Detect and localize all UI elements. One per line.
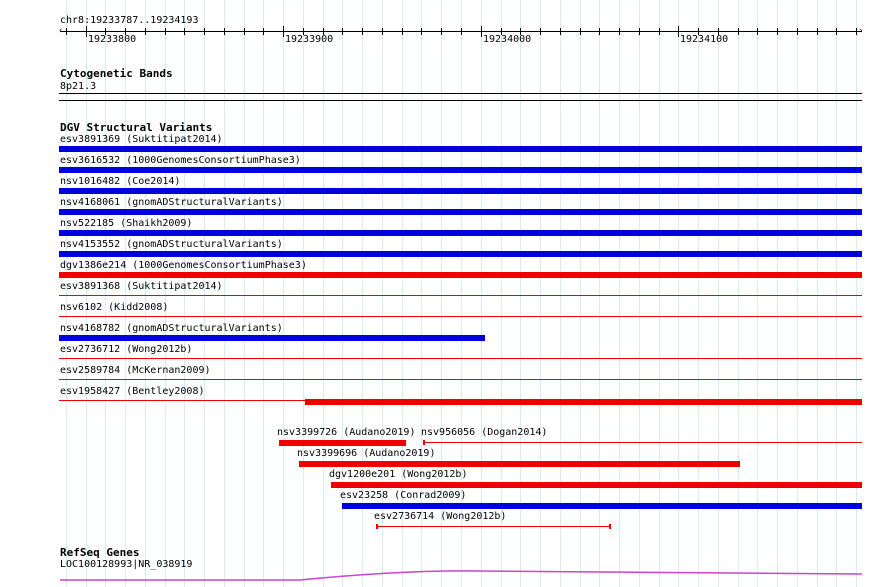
ruler-minor-tick xyxy=(639,28,640,35)
gridline xyxy=(323,0,324,587)
gridline xyxy=(659,0,660,587)
ruler-minor-tick xyxy=(263,28,264,35)
dgv-track-label[interactable]: esv1958427 (Bentley2008) xyxy=(60,386,205,397)
dgv-feature-line[interactable] xyxy=(423,442,862,443)
gridline xyxy=(619,0,620,587)
dgv-variant-bar[interactable] xyxy=(59,230,862,236)
cytoband-label: 8p21.3 xyxy=(60,81,97,92)
dgv-feature-cap-left xyxy=(376,524,378,529)
cytoband-track-title[interactable]: Cytogenetic Bands xyxy=(60,67,173,80)
ruler-minor-tick xyxy=(836,28,837,35)
ruler-minor-tick xyxy=(461,28,462,35)
ruler-minor-tick xyxy=(599,28,600,35)
gridline xyxy=(481,0,482,587)
gridline xyxy=(184,0,185,587)
dgv-feature-line[interactable] xyxy=(376,526,611,527)
ruler-major-tick xyxy=(283,26,284,37)
ruler-major-tick xyxy=(678,26,679,37)
ruler-minor-tick xyxy=(797,28,798,35)
refseq-gene-glyph[interactable] xyxy=(0,566,890,587)
gridline xyxy=(817,0,818,587)
refseq-track-title[interactable]: RefSeq Genes xyxy=(60,546,140,559)
dgv-variant-bar[interactable] xyxy=(59,188,862,194)
ruler-minor-tick xyxy=(619,28,620,35)
ruler-minor-tick xyxy=(244,28,245,35)
ruler-minor-tick xyxy=(757,28,758,35)
dgv-track-label[interactable]: nsv1016482 (Coe2014) xyxy=(60,176,181,187)
gridline xyxy=(224,0,225,587)
dgv-variant-bar[interactable] xyxy=(59,251,862,257)
gridline xyxy=(204,0,205,587)
ruler-minor-tick xyxy=(342,28,343,35)
ruler-minor-tick xyxy=(224,28,225,35)
gridline xyxy=(599,0,600,587)
ruler-minor-tick xyxy=(145,28,146,35)
ruler-arrow-left: ‹ xyxy=(58,26,64,36)
dgv-track-label[interactable]: nsv4168782 (gnomADStructuralVariants) xyxy=(60,323,283,334)
ruler-minor-tick xyxy=(441,28,442,35)
ruler-minor-tick xyxy=(362,28,363,35)
gridline xyxy=(283,0,284,587)
dgv-feature-bar[interactable] xyxy=(342,503,862,509)
gridline xyxy=(520,0,521,587)
dgv-variant-line[interactable] xyxy=(59,316,862,317)
cytoband-line-top xyxy=(59,93,862,94)
region-label: chr8:19233787..19234193 xyxy=(60,15,199,26)
dgv-feature-label[interactable]: nsv3399726 (Audano2019) xyxy=(277,427,416,438)
ruler-minor-tick xyxy=(165,28,166,35)
dgv-track-title[interactable]: DGV Structural Variants xyxy=(60,121,213,134)
ruler-minor-tick xyxy=(560,28,561,35)
dgv-feature-label[interactable]: nsv3399696 (Audano2019) xyxy=(297,448,436,459)
gridline xyxy=(501,0,502,587)
gridline xyxy=(836,0,837,587)
ruler-minor-tick xyxy=(382,28,383,35)
ruler-arrow-right: › xyxy=(858,26,864,36)
dgv-variant-line[interactable] xyxy=(59,358,862,359)
dgv-track-label[interactable]: dgv1386e214 (1000GenomesConsortiumPhase3) xyxy=(60,260,307,271)
gridline xyxy=(145,0,146,587)
dgv-track-label[interactable]: esv3616532 (1000GenomesConsortiumPhase3) xyxy=(60,155,301,166)
dgv-track-label[interactable]: esv2736712 (Wong2012b) xyxy=(60,344,193,355)
gridline xyxy=(303,0,304,587)
ruler-tick-label: 19233800 xyxy=(88,34,137,45)
gridline xyxy=(105,0,106,587)
ruler-tick-label: 19234100 xyxy=(680,34,729,45)
dgv-feature-bar[interactable] xyxy=(305,399,862,405)
dgv-feature-bar[interactable] xyxy=(299,461,740,467)
dgv-feature-label[interactable]: dgv1200e201 (Wong2012b) xyxy=(329,469,468,480)
gridline xyxy=(560,0,561,587)
dgv-track-label[interactable]: esv3891368 (Suktitipat2014) xyxy=(60,281,223,292)
ruler-minor-tick xyxy=(66,28,67,35)
ruler-tick-label: 19234000 xyxy=(483,34,532,45)
dgv-feature-label[interactable]: esv2736714 (Wong2012b) xyxy=(374,511,507,522)
gridline xyxy=(678,0,679,587)
dgv-track-label[interactable]: esv3891369 (Suktitipat2014) xyxy=(60,134,223,145)
dgv-variant-bar[interactable] xyxy=(59,146,862,152)
gridline xyxy=(777,0,778,587)
dgv-variant-bar[interactable] xyxy=(59,335,485,341)
ruler-major-tick xyxy=(86,26,87,37)
dgv-feature-cap-right xyxy=(609,524,611,529)
ruler-minor-tick xyxy=(540,28,541,35)
gridline xyxy=(580,0,581,587)
ruler-minor-tick xyxy=(204,28,205,35)
gridline xyxy=(639,0,640,587)
gridline xyxy=(125,0,126,587)
dgv-track-label[interactable]: nsv4153552 (gnomADStructuralVariants) xyxy=(60,239,283,250)
dgv-variant-bar[interactable] xyxy=(59,167,862,173)
ruler-tick-label: 19233900 xyxy=(285,34,334,45)
gridline xyxy=(244,0,245,587)
gridline xyxy=(856,0,857,587)
gridline xyxy=(540,0,541,587)
dgv-feature-bar[interactable] xyxy=(331,482,862,488)
gridline xyxy=(263,0,264,587)
cytoband-line-bottom xyxy=(59,100,862,101)
dgv-variant-line[interactable] xyxy=(59,379,862,380)
ruler-minor-tick xyxy=(817,28,818,35)
ruler-minor-tick xyxy=(738,28,739,35)
gridline xyxy=(738,0,739,587)
dgv-track-label[interactable]: nsv522185 (Shaikh2009) xyxy=(60,218,193,229)
gridline xyxy=(797,0,798,587)
refseq-gene-label[interactable]: LOC100128993|NR_038919 xyxy=(60,559,193,570)
ruler-minor-tick xyxy=(421,28,422,35)
gridline xyxy=(757,0,758,587)
dgv-variant-line[interactable] xyxy=(59,295,862,296)
ruler-minor-tick xyxy=(402,28,403,35)
ruler-major-tick xyxy=(481,26,482,37)
ruler-minor-tick xyxy=(659,28,660,35)
dgv-track-label[interactable]: nsv4168061 (gnomADStructuralVariants) xyxy=(60,197,283,208)
gridline xyxy=(165,0,166,587)
dgv-feature-label[interactable]: esv23258 (Conrad2009) xyxy=(340,490,467,501)
ruler-minor-tick xyxy=(777,28,778,35)
gridline xyxy=(698,0,699,587)
dgv-track-label[interactable]: nsv6102 (Kidd2008) xyxy=(60,302,169,313)
ruler-minor-tick xyxy=(184,28,185,35)
gridline xyxy=(718,0,719,587)
dgv-feature-cap-left xyxy=(423,440,425,445)
dgv-track-label[interactable]: esv2589784 (McKernan2009) xyxy=(60,365,211,376)
dgv-variant-bar[interactable] xyxy=(59,272,862,278)
dgv-variant-bar[interactable] xyxy=(59,209,862,215)
ruler-minor-tick xyxy=(580,28,581,35)
dgv-feature-bar[interactable] xyxy=(279,440,406,446)
ruler-minor-tick xyxy=(856,28,857,35)
dgv-feature-label[interactable]: nsv956056 (Dogan2014) xyxy=(421,427,548,438)
